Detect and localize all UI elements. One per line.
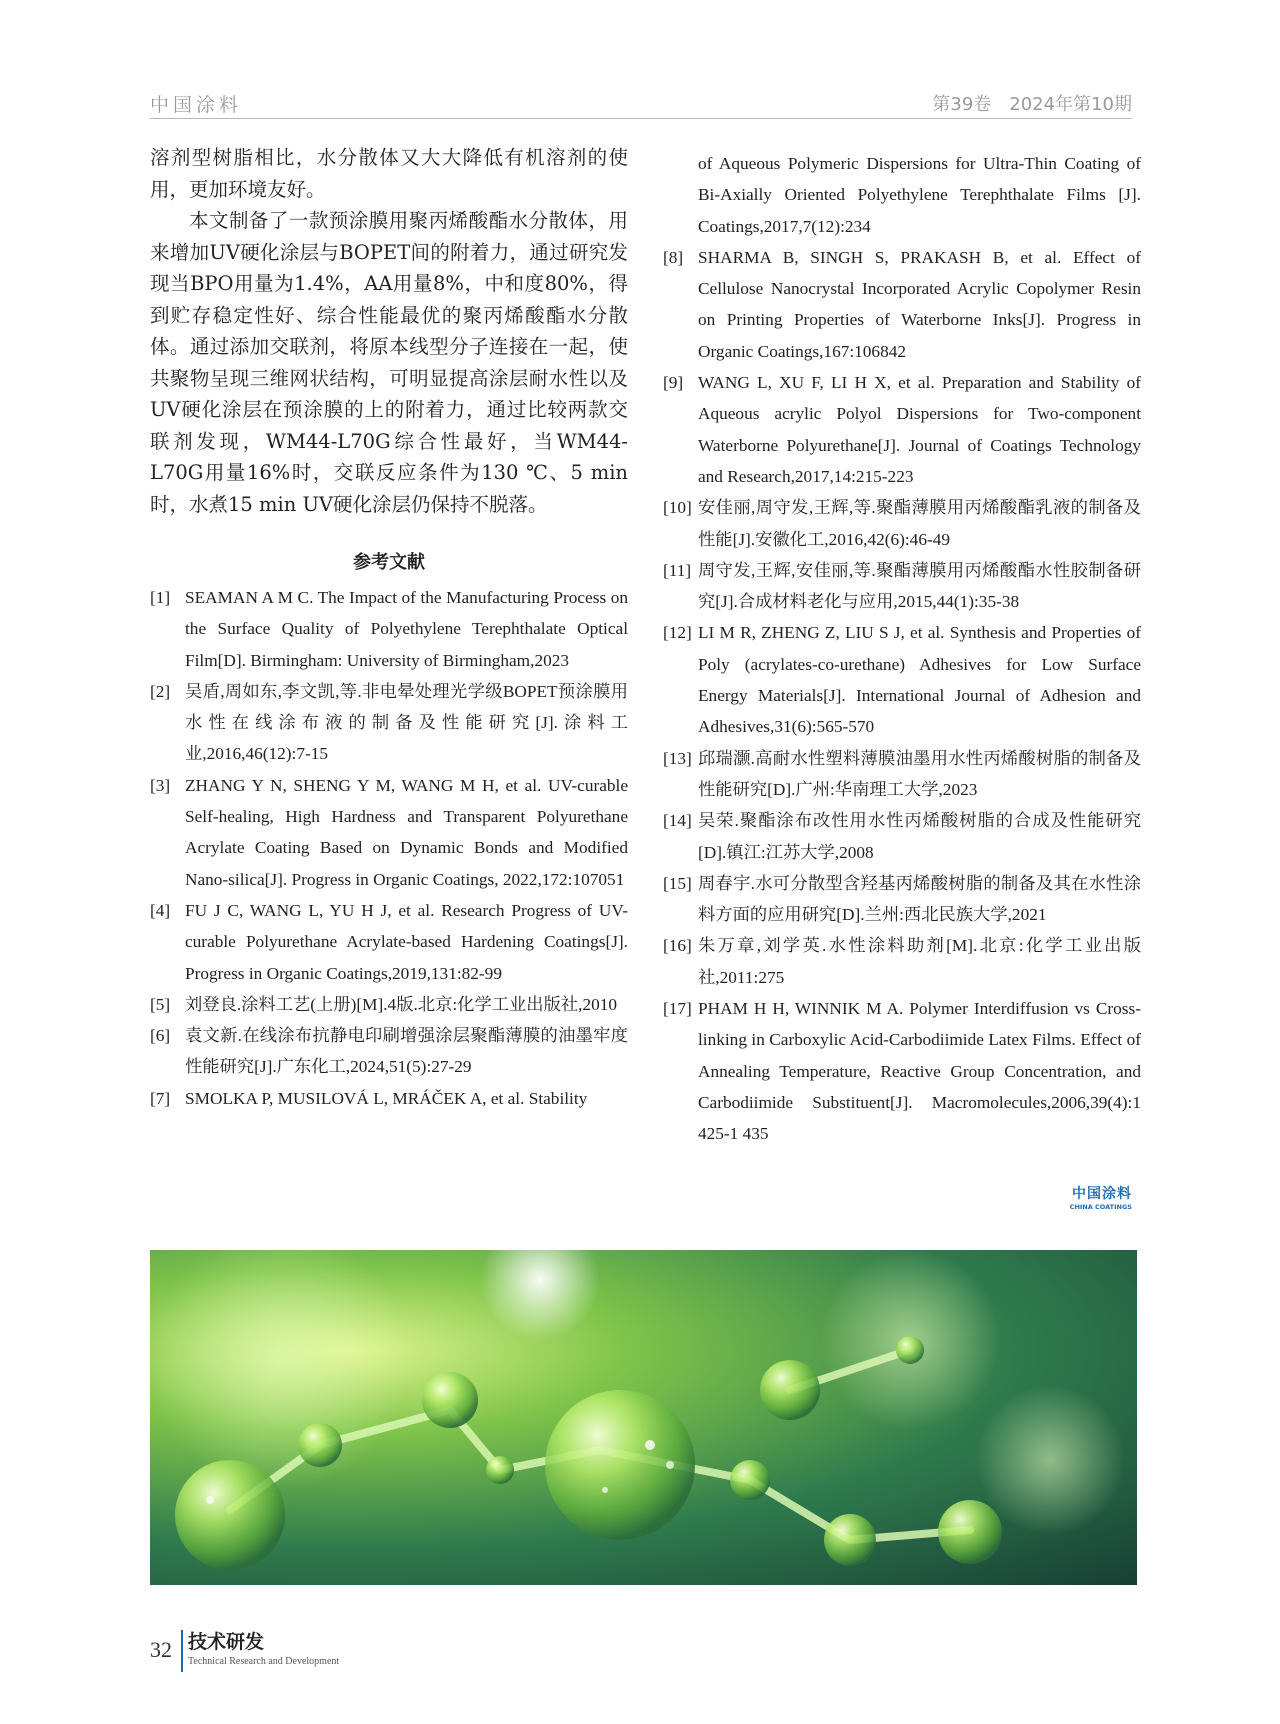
reference-number: [6] bbox=[150, 1026, 171, 1046]
reference-text: PHAM H H, WINNIK M A. Polymer Interdiffusion vs Cross-linking in Carboxylic Acid-Carbodiimide Latex Films. Effect of Annealing Temperature, Reactive Group Concentration, and Carbodiimide Substituent[J]. Macromolecules,2006,39(4):1 425-1 435 bbox=[698, 999, 1141, 1144]
reference-number: [8] bbox=[663, 247, 684, 267]
reference-item bbox=[150, 770, 628, 895]
reference-text: SMOLKA P, MUSILOVÁ L, MRÁČEK A, et al. Stability bbox=[185, 1088, 588, 1108]
reference-text: 刘登良.涂料工艺(上册)[M].4版.北京:化学工业出版社,2010 bbox=[185, 994, 618, 1014]
reference-item bbox=[663, 242, 1141, 367]
logo-text-en: CHINA COATINGS bbox=[1069, 1203, 1132, 1211]
running-header bbox=[150, 88, 1132, 119]
reference-text: 安佳丽,周守发,王辉,等.聚酯薄膜用丙烯酸酯乳液的制备及性能[J].安徽化工,2016,42(6):46-49 bbox=[698, 498, 1141, 549]
reference-text: 邱瑞灏.高耐水性塑料薄膜油墨用水性丙烯酸树脂的制备及性能研究[D].广州:华南理工大学,2023 bbox=[698, 748, 1141, 799]
reference-number: [1] bbox=[150, 588, 171, 607]
left-column bbox=[150, 142, 628, 1114]
reference-item bbox=[663, 930, 1141, 993]
reference-item bbox=[663, 492, 1141, 555]
reference-number: [10] bbox=[663, 498, 692, 518]
references-heading: 参考文献 bbox=[353, 552, 425, 573]
china-coatings-logo bbox=[1070, 1183, 1132, 1211]
reference-number: [7] bbox=[150, 1088, 171, 1108]
paragraph: 本文制备了一款预涂膜用聚丙烯酸酯水分散体，用来增加UV硬化涂层与BOPET间的附着力，通过研究发现当BPO用量为1.4%，AA用量8%，中和度80%，得到贮存稳定性好、综合性能最优的聚丙烯酸酯水分散体。通过添加交联剂，将原本线型分子连接在一起，使共聚物呈现三维网状结构，可明显提高涂层耐水性以及UV硬化涂层在预涂膜的上的附着力，通过比较两款交联剂发现，WM44-L70G综合性最好，当WM44-L70G用量16%时，交联反应条件为130 ℃、5 min时，水煮15 min UV硬化涂层仍保持不脱落。 bbox=[150, 209, 628, 516]
section-title-en: Technical Research and Development bbox=[188, 1656, 340, 1667]
reference-number: [12] bbox=[663, 623, 692, 643]
reference-text: LI M R, ZHENG Z, LIU S J, et al. Synthesis and Properties of Poly (acrylates-co-urethane) Adhesives for Low Surface Energy Materials[J]. International Journal of Adhesion and Adhesives,31(6):565-570 bbox=[698, 623, 1141, 737]
reference-item bbox=[150, 989, 628, 1020]
paragraph: 溶剂型树脂相比，水分散体又大大降低有机溶剂的使用，更加环境友好。 bbox=[150, 146, 628, 201]
reference-text: of Aqueous Polymeric Dispersions for Ultra-Thin Coating of Bi-Axially Oriented Polyethylene Terephthalate Films [J]. Coatings,2017,7(12):234 bbox=[698, 154, 1141, 236]
section-title bbox=[188, 1627, 339, 1667]
reference-item bbox=[663, 743, 1141, 806]
reference-item bbox=[663, 805, 1141, 868]
reference-item bbox=[150, 676, 628, 770]
reference-item bbox=[663, 993, 1141, 1149]
reference-item bbox=[663, 367, 1141, 492]
footer-divider bbox=[181, 1630, 183, 1672]
reference-number: [17] bbox=[663, 999, 692, 1019]
reference-number: [16] bbox=[663, 936, 692, 956]
reference-list bbox=[150, 582, 628, 1114]
reference-text: WANG L, XU F, LI H X, et al. Preparation and Stability of Aqueous acrylic Polyol Dispersions for Two-component Waterborne Polyurethane[J]. Journal of Coatings Technology and Research,2017,14:215-223 bbox=[698, 373, 1141, 486]
reference-number: [2] bbox=[150, 681, 171, 701]
reference-continuation bbox=[663, 148, 1141, 242]
reference-number: [15] bbox=[663, 873, 692, 893]
reference-text: 朱万章,刘学英.水性涂料助剂[M].北京:化学工业出版社,2011:275 bbox=[698, 936, 1141, 987]
reference-text: 周春宇.水可分散型含羟基丙烯酸树脂的制备及其在水性涂料方面的应用研究[D].兰州:西北民族大学,2021 bbox=[698, 873, 1141, 925]
reference-item bbox=[663, 868, 1141, 931]
reference-item bbox=[663, 555, 1141, 618]
reference-text: 周守发,王辉,安佳丽,等.聚酯薄膜用丙烯酸酯水性胶制备研究[J].合成材料老化与应用,2015,44(1):35-38 bbox=[698, 560, 1141, 612]
reference-number: [4] bbox=[150, 900, 171, 920]
reference-text: SEAMAN A M C. The Impact of the Manufacturing Process on the Surface Quality of Polyethylene Terephthalate Optical Film[D]. Birmingham: University of Birmingham,2023 bbox=[185, 588, 628, 670]
reference-text: 吴荣.聚酯涂布改性用水性丙烯酸树脂的合成及性能研究[D].镇江:江苏大学,2008 bbox=[698, 811, 1141, 862]
reference-number: [13] bbox=[663, 748, 692, 768]
reference-item bbox=[150, 895, 628, 989]
reference-item bbox=[663, 617, 1141, 742]
reference-text: ZHANG Y N, SHENG Y M, WANG M H, et al. UV-curable Self-healing, High Hardness and Transparent Polyurethane Acrylate Coating Based on Dynamic Bonds and Modified Nano-silica[J]. Progress in Organic Coatings, 2022,172:107051 bbox=[185, 775, 628, 889]
issue-info: 第39卷 2024年第10期 bbox=[932, 94, 1132, 115]
section-title-cn: 技术研发 bbox=[188, 1631, 265, 1653]
molecule-banner-image bbox=[150, 1250, 1137, 1585]
reference-text: FU J C, WANG L, YU H J, et al. Research Progress of UV-curable Polyurethane Acrylate-based Hardening Coatings[J]. Progress in Organic Coatings,2019,131:82-99 bbox=[185, 900, 628, 983]
reference-item bbox=[150, 1083, 628, 1114]
reference-item bbox=[150, 582, 628, 676]
reference-text: 吴盾,周如东,李文凯,等.非电晕处理光学级BOPET预涂膜用水性在线涂布液的制备及性能研究[J].涂料工业,2016,46(12):7-15 bbox=[185, 681, 628, 764]
reference-number: [5] bbox=[150, 994, 171, 1014]
reference-number: [3] bbox=[150, 775, 171, 795]
reference-number: [14] bbox=[663, 811, 692, 831]
molecule-illustration bbox=[150, 1250, 1137, 1585]
right-column bbox=[663, 148, 1141, 1150]
reference-text: 袁文新.在线涂布抗静电印刷增强涂层聚酯薄膜的油墨牢度性能研究[J].广东化工,2024,51(5):27-29 bbox=[185, 1026, 628, 1077]
reference-number: [9] bbox=[663, 373, 684, 393]
reference-item bbox=[150, 1020, 628, 1083]
page-number: 32 bbox=[150, 1637, 172, 1662]
journal-name: 中国涂料 bbox=[150, 94, 243, 116]
reference-text: SHARMA B, SINGH S, PRAKASH B, et al. Effect of Cellulose Nanocrystal Incorporated Acrylic Copolymer Resin on Printing Properties of Waterborne Inks[J]. Progress in Organic Coatings,167:106842 bbox=[698, 247, 1141, 361]
reference-number: [11] bbox=[663, 560, 692, 580]
logo-text-cn: 中国涂料 bbox=[1072, 1186, 1132, 1202]
